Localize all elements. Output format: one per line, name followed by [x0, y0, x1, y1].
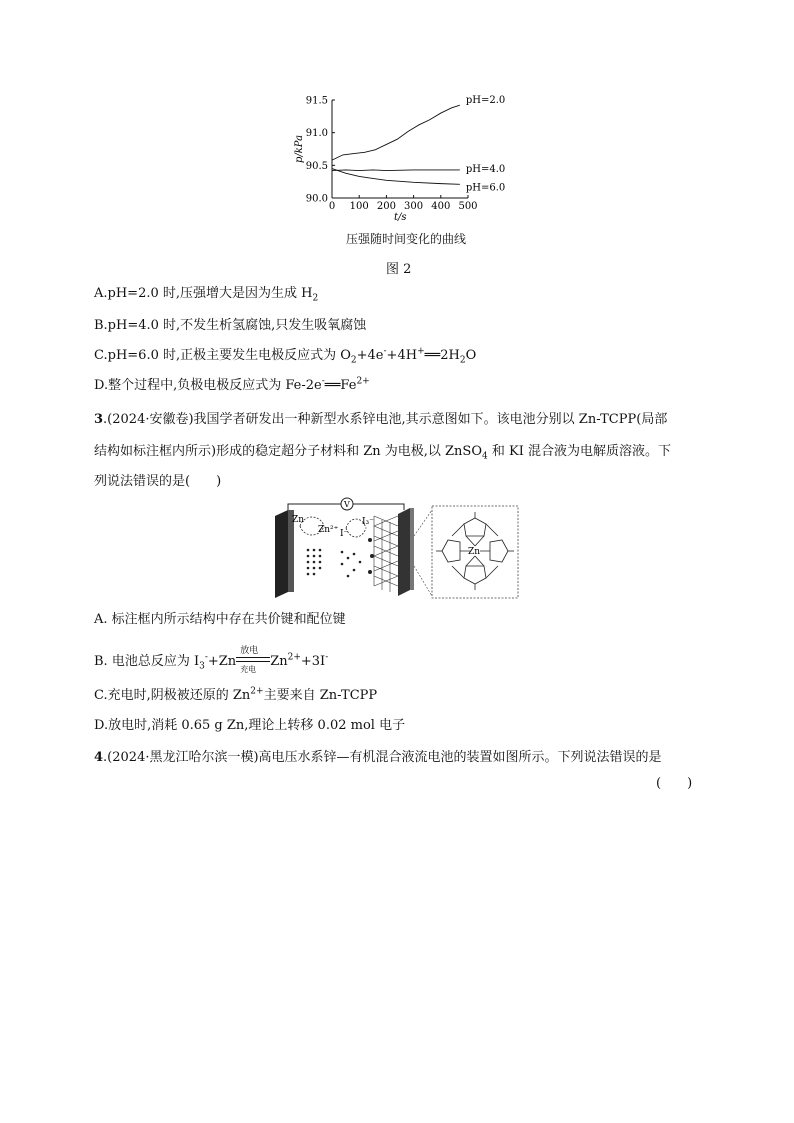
- zinc-battery-diagram: [270, 496, 522, 604]
- zn2-ion-label: Zn²⁺: [318, 525, 339, 535]
- series-label: pH=4.0: [465, 163, 506, 175]
- x-tick-label: 400: [431, 201, 451, 212]
- x-tick-label: 500: [458, 201, 478, 212]
- x-axis-label: t/s: [394, 212, 407, 223]
- zn-label: Zn: [292, 515, 305, 525]
- x-tick-label: 0: [328, 201, 336, 212]
- triiodide-label: I₃⁻: [362, 517, 374, 527]
- zinc-electrode: [275, 510, 288, 598]
- q4-stem: 4.(2024·黑龙江哈尔滨一模)高电压水系锌—有机混合液流电池的装置如图所示。下列说法错误的是: [94, 750, 662, 765]
- y-tick-label: 90.5: [305, 160, 328, 172]
- q3-stem-line-2: 结构如标注框内所示)形成的稳定超分子材料和 Zn 为电极,以 ZnSO$_4$ 和 KI 混合液为电解质溶液。下: [94, 444, 671, 462]
- x-tick-label: 300: [404, 201, 424, 212]
- iodide-label: I⁻: [340, 529, 349, 539]
- q3-option-c: C.充电时,阴极被还原的 $Zn^{2+}$主要来自 Zn-TCPP: [94, 686, 378, 703]
- q2-option-a: A.pH=2.0 时,压强增大是因为生成 $H_2$: [94, 286, 319, 304]
- voltmeter-label: V: [344, 500, 350, 509]
- pressure-chart: [280, 88, 520, 248]
- q3-option-a: A. 标注框内所示结构中存在共价键和配位键: [94, 612, 346, 627]
- y-axis-label: p/kPa: [294, 134, 305, 164]
- q2-option-b: B.pH=4.0 时,不发生析氢腐蚀,只发生吸氧腐蚀: [94, 318, 367, 333]
- q2-option-c: C.pH=6.0 时,正极主要发生电极反应式为 $O_2+4e^-+4H^+══2H_2O$: [94, 346, 477, 366]
- series-line: [332, 169, 460, 185]
- x-tick-label: 200: [376, 201, 396, 212]
- q2-option-d: D.整个过程中,负极电极反应式为 $Fe-2e^-══Fe^{2+}$: [94, 376, 370, 393]
- zn-tcpp-electrode: [398, 508, 410, 596]
- series-line: [332, 170, 460, 171]
- figure-2-label: 图 2: [386, 262, 412, 277]
- q4-answer-blank: ( ): [656, 776, 693, 791]
- series-label: pH=2.0: [465, 95, 506, 107]
- x-tick-label: 100: [349, 201, 369, 212]
- chart-caption: 压强随时间变化的曲线: [346, 232, 467, 246]
- series-line: [332, 105, 460, 160]
- reversible-arrow: 放电 充电: [236, 655, 270, 669]
- q3-stem-line-3: 列说法错误的是( ): [94, 474, 222, 489]
- y-tick-label: 90.0: [305, 193, 328, 205]
- y-tick-label: 91.5: [305, 95, 328, 107]
- zinc-center-label: Zn: [468, 547, 481, 557]
- q3-stem-line-1: 3.(2024·安徽卷)我国学者研发出一种新型水系锌电池,其示意图如下。该电池分别以 Zn-TCPP(局部: [94, 412, 668, 427]
- q3-option-b: B. 电池总反应为 $I_3^-+Zn$ 放电 充电 $Zn^{2+}+3I^-$: [94, 645, 329, 674]
- y-tick-label: 91.0: [305, 128, 328, 140]
- series-label: pH=6.0: [465, 182, 506, 194]
- q3-option-d: D.放电时,消耗 0.65 g Zn,理论上转移 0.02 mol 电子: [94, 718, 406, 733]
